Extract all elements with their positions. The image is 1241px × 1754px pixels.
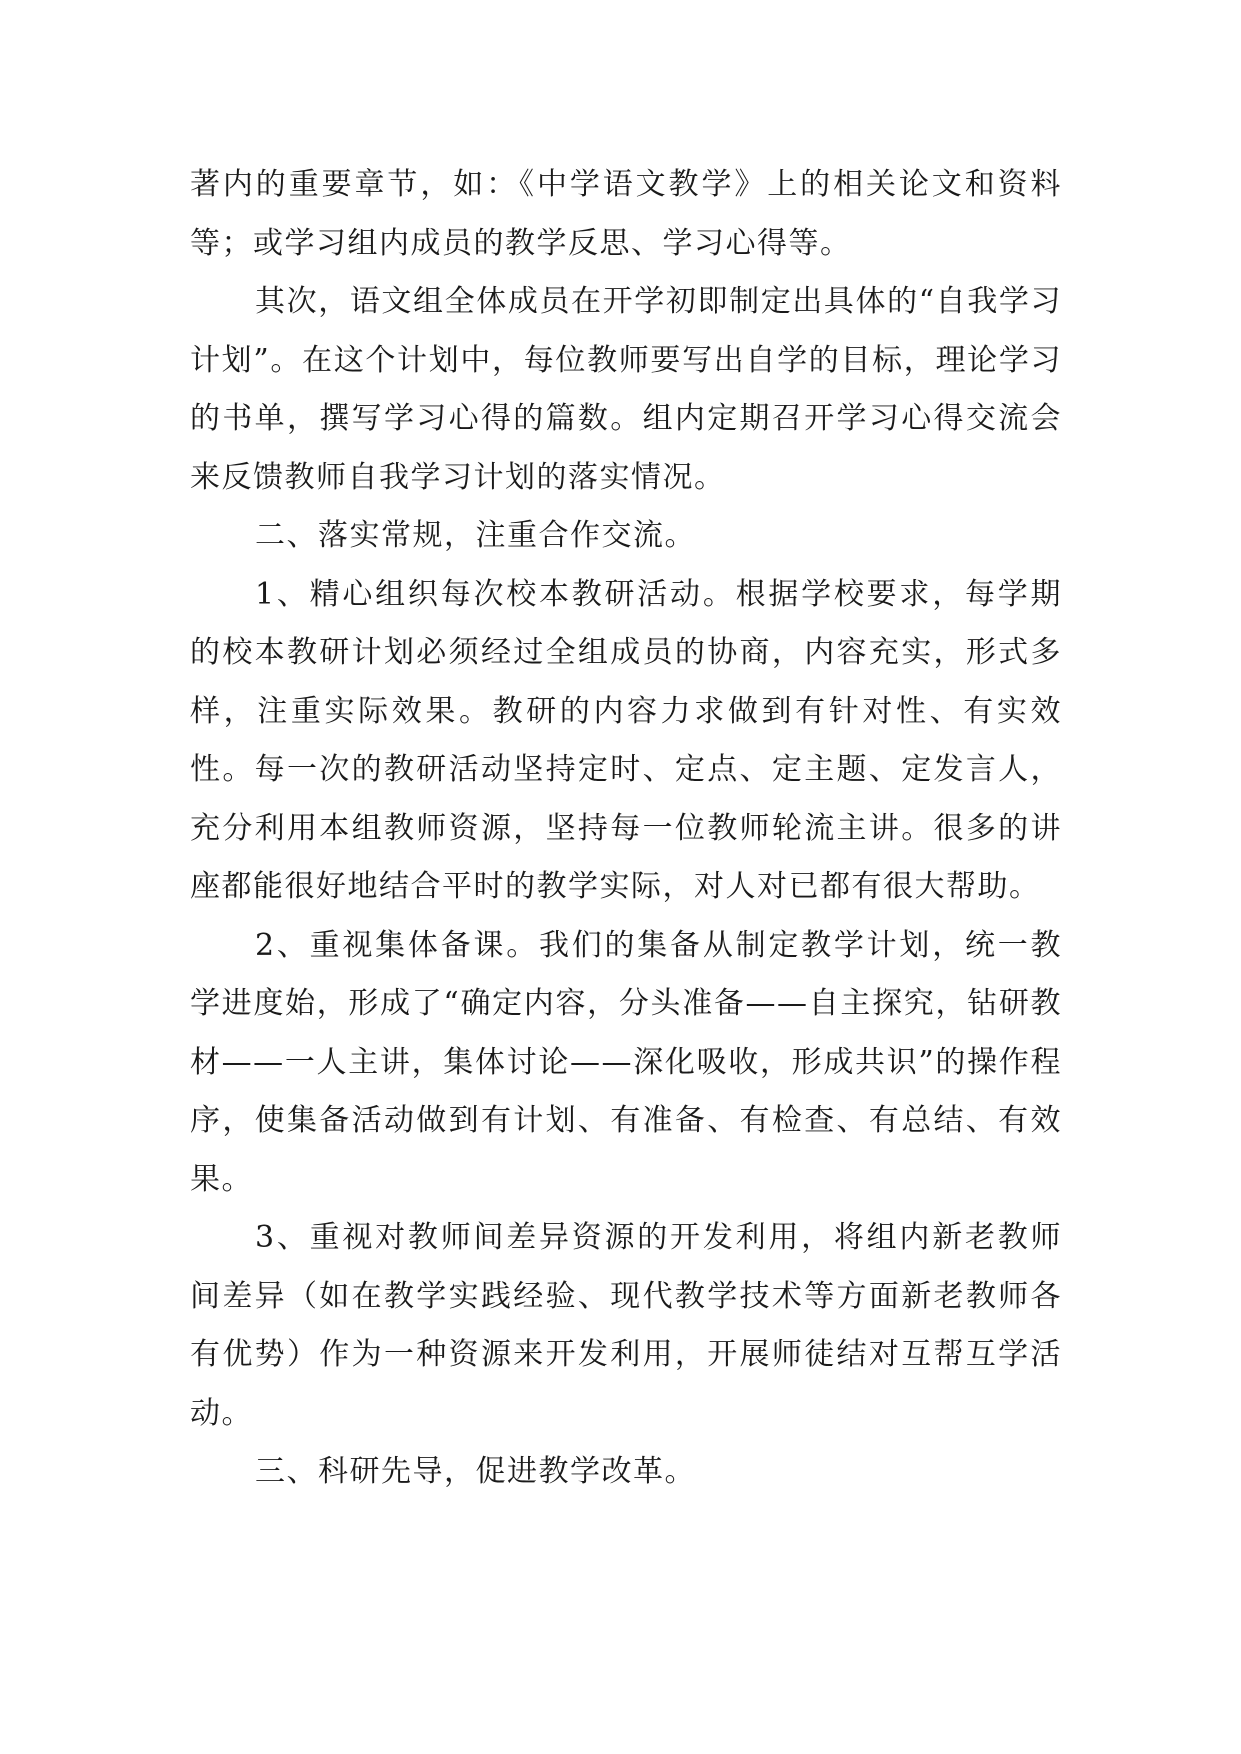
paragraph-item-2: 2、重视集体备课。我们的集备从制定教学计划，统一教学进度始，形成了“确定内容，分头准备——自主探究，钻研教材——一人主讲，集体讨论——深化吸收，形成共识”的操作程序，使集备活动做到有计划、有准备、有检查、有总结、有效果。 <box>190 927 1062 1197</box>
paragraph-continuation: 著内的重要章节，如：《中学语文教学》上的相关论文和资料等；或学习组内成员的教学反思、学习心得等。 <box>190 167 1062 261</box>
section-heading-three: 三、科研先导，促进教学改革。 <box>255 1454 696 1489</box>
document-body <box>190 156 1062 1502</box>
paragraph-item-1: 1、精心组织每次校本教研活动。根据学校要求，每学期的校本教研计划必须经过全组成员的协商，内容充实，形式多样，注重实际效果。教研的内容力求做到有针对性、有实效性。每一次的教研活动坚持定时、定点、定主题、定发言人，充分利用本组教师资源，坚持每一位教师轮流主讲。很多的讲座都能很好地结合平时的教学实际，对人对已都有很大帮助。 <box>190 576 1062 904</box>
paragraph-item-3: 3、重视对教师间差异资源的开发利用，将组内新老教师间差异（如在教学实践经验、现代教学技术等方面新老教师各有优势）作为一种资源来开发利用，开展师徒结对互帮互学活动。 <box>190 1220 1062 1431</box>
section-heading-two: 二、落实常规，注重合作交流。 <box>255 518 696 553</box>
paragraph-self-study-plan: 其次，语文组全体成员在开学初即制定出具体的“自我学习计划”。在这个计划中，每位教师要写出自学的目标，理论学习的书单，撰写学习心得的篇数。组内定期召开学习心得交流会来反馈教师自我学习计划的落实情况。 <box>190 284 1062 495</box>
